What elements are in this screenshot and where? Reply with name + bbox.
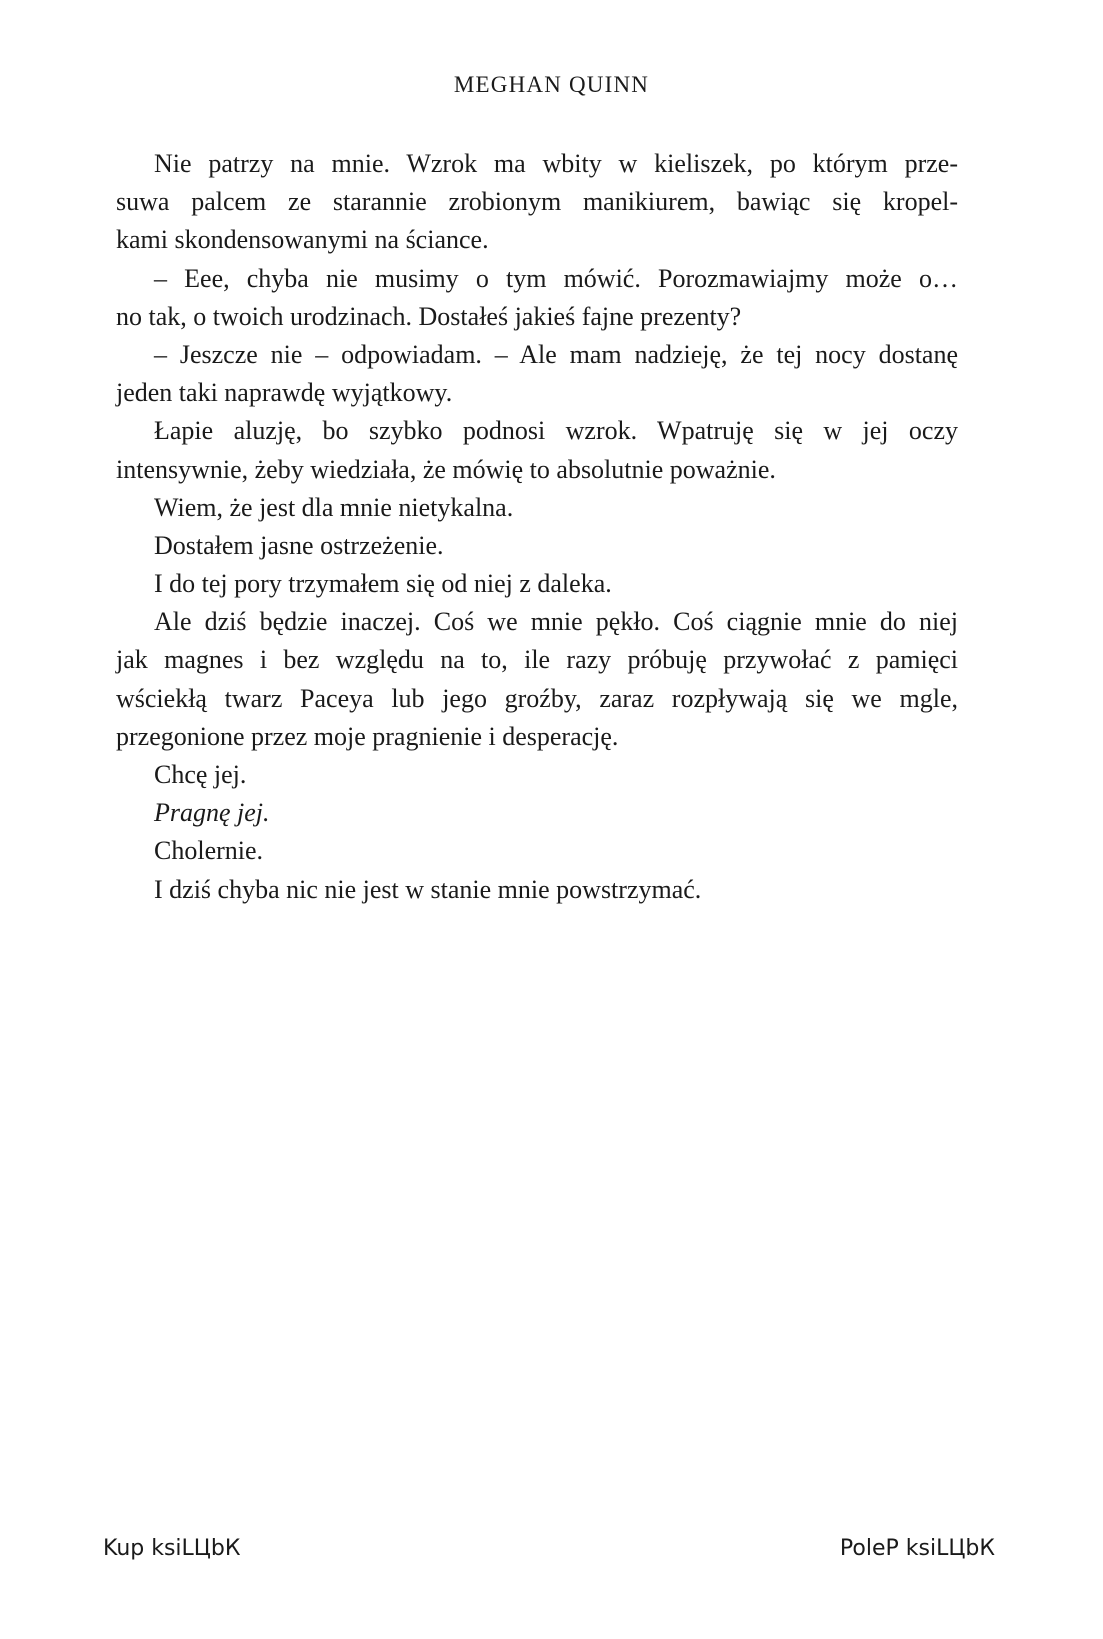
text-line: przegonione przez moje pragnienie i desperację. xyxy=(116,721,619,751)
text-line: I do tej pory trzymałem się od niej z daleka. xyxy=(154,569,612,599)
chapter-body-text xyxy=(116,145,958,909)
text-line: kami skondensowanymi na ściance. xyxy=(116,225,489,255)
text-line: I dziś chyba nic nie jest w stanie mnie powstrzymać. xyxy=(154,874,702,904)
text-line: Wiem, że jest dla mnie nietykalna. xyxy=(154,492,514,522)
text-line: Nie patrzy na mnie. Wzrok ma wbity w kieliszek, po którym prze- xyxy=(154,149,958,178)
recommend-book-link[interactable]: PoleP ksiLЦbК xyxy=(839,1536,995,1561)
text-line: wściekłą twarz Paceya lub jego groźby, zaraz rozpływają się we mgle, xyxy=(116,683,958,713)
text-line: Ale dziś będzie inaczej. Coś we mnie pękło. Coś ciągnie mnie do niej xyxy=(154,607,958,637)
text-line: Dostałem jasne ostrzeżenie. xyxy=(154,530,444,560)
text-line: Cholernie. xyxy=(154,836,264,866)
text-line: – Eee, chyba nie musimy o tym mówić. Porozmawiajmy może o… xyxy=(154,263,958,293)
text-line: jak magnes i bez względu na to, ile razy próbuję przywołać z pamięci xyxy=(116,645,958,675)
text-line: – Jeszcze nie – odpowiadam. – Ale mam nadzieję, że tej nocy dostanę xyxy=(154,339,958,369)
text-line: Łapie aluzję, bo szybko podnosi wzrok. Wpatruję się w jej oczy xyxy=(154,416,958,446)
text-line: suwa palcem ze starannie zrobionym manikiurem, bawiąc się kropel- xyxy=(116,187,958,217)
text-line: no tak, o twoich urodzinach. Dostałeś jakieś fajne prezenty? xyxy=(116,301,742,331)
text-line: jeden taki naprawdę wyjątkowy. xyxy=(116,378,453,408)
text-line: Chcę jej. xyxy=(154,760,247,789)
text-line: intensywnie, żeby wiedziała, że mówię to absolutnie poważnie. xyxy=(116,454,776,484)
text-line-italic: Pragnę jej. xyxy=(154,798,270,828)
running-head-author: MEGHAN QUINN xyxy=(453,72,650,97)
buy-book-link[interactable]: Kup ksiLЦbК xyxy=(103,1536,241,1561)
